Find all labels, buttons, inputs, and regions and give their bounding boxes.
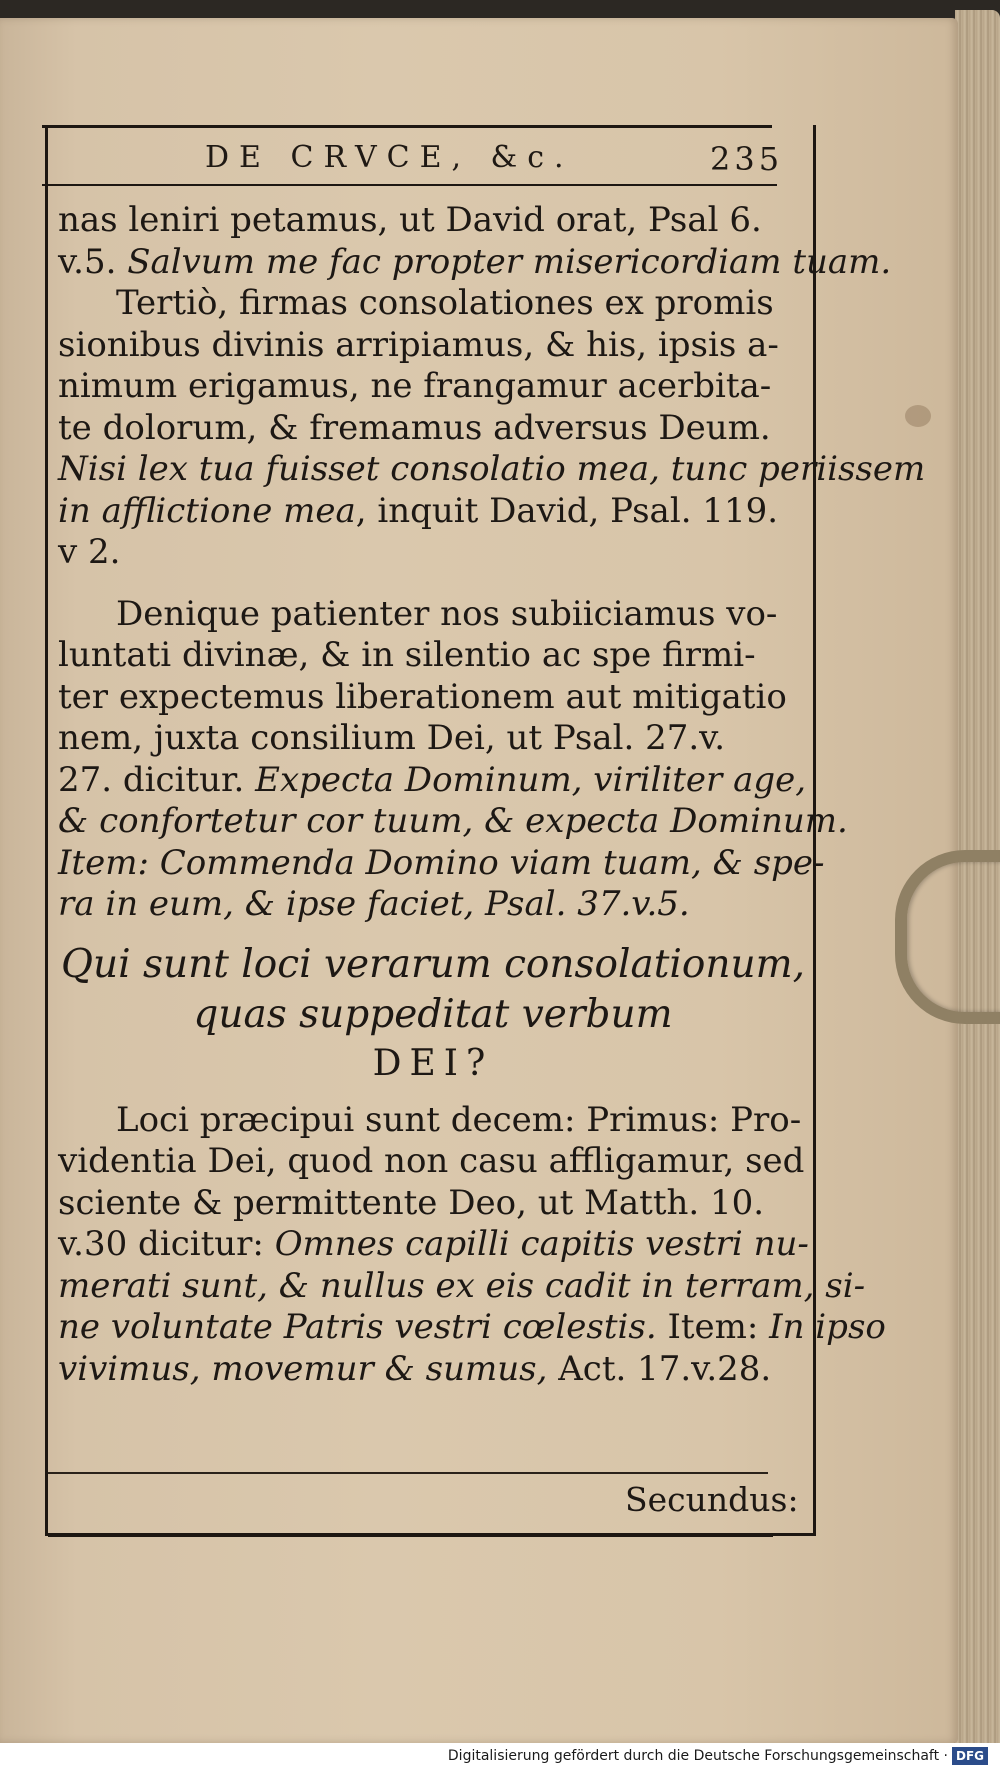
footer-rule [48,1472,768,1474]
paper-stain [905,405,931,427]
text-line [58,283,808,325]
running-head: DE CRVCE, &c. [205,140,574,175]
text-line [58,1307,886,1349]
italic-text: In ipso [769,1307,886,1347]
text-line [58,1100,808,1142]
text-line [58,1141,808,1183]
book-clasp [895,850,1000,1024]
italic-text: Item: Commenda Domino viam tuam, & spe- [58,842,825,883]
italic-text: Omnes capilli capitis vestri nu- [274,1224,809,1264]
italic-text: in afflictione mea [58,490,356,531]
roman-text: nas leniri petamus, ut David orat, Psal 6. [58,200,762,240]
italic-text: ra in eum, & ipse faciet, Psal. 37.v.5. [58,884,690,924]
text-line [58,677,808,719]
question-heading-line: DEI? [372,1042,494,1084]
text-line [58,594,808,636]
italic-text: Salvum me fac propter misericordiam tuam. [127,241,892,282]
catchword: Secundus: [625,1480,799,1519]
question-heading-line: Qui sunt loci verarum consolationum, [61,941,805,987]
roman-text: nem, juxta consilium Dei, ut Psal. 27.v. [58,718,726,758]
roman-text: Act. 17.v.28. [547,1348,772,1389]
question-heading-line: quas suppeditat verbum [193,991,673,1037]
paragraph-gap [58,574,808,594]
roman-text: te dolorum, & fremamus adversus Deum. [58,407,771,448]
text-line [58,718,808,760]
text-line [58,635,808,677]
frame-bottom-rule [48,1534,773,1537]
roman-text: sionibus divinis arripiamus, & his, ipsis a- [58,324,779,365]
body-text [58,200,926,1390]
italic-text: vivimus, movemur & sumus, [58,1348,548,1389]
question-heading [58,940,808,1088]
italic-text: ne voluntate Patris vestri cœlestis. [58,1307,657,1347]
roman-text: nimum erigamus, ne frangamur acerbita- [58,366,772,406]
italic-text: merati sunt, & nullus ex eis cadit in terram, si- [58,1265,866,1306]
text-line [58,1224,808,1266]
roman-text: Item: [656,1307,770,1347]
text-line [58,884,808,926]
text-line [58,1183,808,1225]
roman-text: v.30 dicitur: [58,1224,275,1264]
text-line [58,408,808,450]
text-line [58,491,808,533]
roman-text: ter expectemus liberationem aut mitigatio [58,676,787,717]
italic-text: & confortetur cor tuum, & expecta Dominum. [58,801,848,841]
text-line [58,366,808,408]
dfg-logo: DFG [952,1747,988,1765]
digitization-credit [0,1743,1000,1770]
text-line [58,449,926,491]
text-line [58,1349,808,1391]
text-line [58,200,808,242]
credit-text: Digitalisierung gefördert durch die Deutsche Forschungsgemeinschaft · [447,1748,948,1764]
text-line [58,1265,866,1308]
roman-text: sciente & permittente Deo, ut Matth. 10. [58,1182,765,1223]
text-line [58,532,808,574]
italic-text: Expecta Dominum, viriliter age, [255,759,807,800]
text-line [58,241,892,284]
roman-text: Denique patienter nos subiiciamus vo- [116,593,778,634]
text-line [58,801,848,843]
roman-text: , inquit David, Psal. 119. [355,490,779,531]
text-line [58,842,825,885]
roman-text: 27. dicitur. [58,759,256,800]
roman-text: v 2. [58,532,121,572]
roman-text: Tertiò, firmas consolationes ex promis [116,283,774,323]
text-line [58,325,808,367]
text-line [58,760,808,802]
roman-text: luntati divinæ, & in silentio ac spe firmi- [58,635,756,675]
page-number: 235 [710,140,784,178]
paragraph-block [58,200,926,926]
roman-text: Loci præcipui sunt decem: Primus: Pro- [116,1099,802,1140]
roman-text: v.5. [58,241,128,282]
answer-block [58,1099,886,1391]
roman-text: videntia Dei, quod non casu affligamur, sed [58,1141,805,1181]
italic-text: Nisi lex tua fuisset consolatio mea, tunc periissem [58,449,926,489]
